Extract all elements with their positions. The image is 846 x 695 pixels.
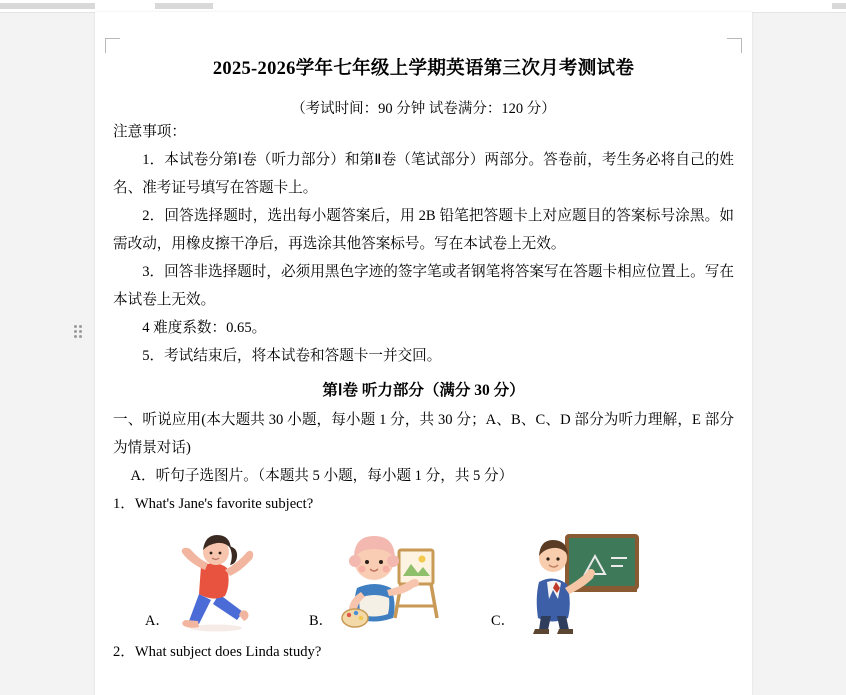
question-1-text: 1．What's Jane's favorite subject?: [113, 495, 314, 512]
handle-dot: [79, 325, 82, 328]
handle-dot: [74, 335, 77, 338]
section-heading-part-1: 第Ⅰ卷 听力部分（满分 30 分）: [322, 382, 525, 400]
part-a-instructions: A．听句子选图片。（本题共 5 小题，每小题 1 分，共 5 分）: [130, 467, 514, 484]
girl-painting-easel-illustration: [335, 528, 445, 632]
handle-dot: [79, 330, 82, 333]
document-page: [95, 12, 752, 695]
page-title: 2025-2026学年七年级上学期英语第三次月考测试卷: [212, 59, 635, 79]
notice-item-1: 1．本试卷分第Ⅰ卷（听力部分）和第Ⅱ卷（笔试部分）两部分。答卷前，考生务必将自己的姓名、准考证号填写在答题卡上。: [113, 152, 734, 197]
notice-item-3: 3．回答非选择题时，必须用黑色字迹的签字笔或者钢笔将答案写在答题卡相应位置上。写在本试卷上无效。: [113, 264, 734, 309]
question-1-choices: [113, 528, 734, 638]
girl-stretching-illustration: [171, 528, 261, 634]
notice-item-5: 5．考试结束后，将本试卷和答题卡一并交回。: [142, 348, 442, 365]
notice-label: 注意事项：: [113, 124, 186, 140]
handle-dot: [74, 325, 77, 328]
notice-item-4: 4 难度系数：0.65。: [142, 320, 267, 337]
question-2-text: 2．What subject does Linda study?: [113, 643, 322, 660]
choice-label-c: C．: [491, 612, 515, 629]
teacher-at-blackboard-illustration: [523, 528, 643, 636]
choice-label-b: B．: [309, 612, 333, 629]
ruler-segment-left: [0, 3, 95, 9]
notice-item-2: 2．回答选择题时，选出每小题答案后，用 2B 铅笔把答题卡上对应题目的答案标号涂黑。如需改动，用橡皮擦干净后，再选涂其他答案标号。写在本试卷上无效。: [113, 208, 734, 253]
handle-dot: [79, 335, 82, 338]
paragraph-drag-handle[interactable]: [74, 325, 84, 339]
ruler-segment-mid: [155, 3, 213, 9]
exam-info-line: （考试时间：90 分钟 试卷满分：120 分）: [291, 101, 556, 117]
ruler-segment-right: [832, 3, 846, 9]
handle-dot: [74, 330, 77, 333]
part-one-instructions: 一、听说应用(本大题共 30 小题，每小题 1 分，共 30 分；A、B、C、D 部分为听力理解，E 部分为情景对话): [113, 411, 734, 456]
choice-label-a: A．: [145, 612, 170, 629]
document-content: [113, 44, 734, 689]
